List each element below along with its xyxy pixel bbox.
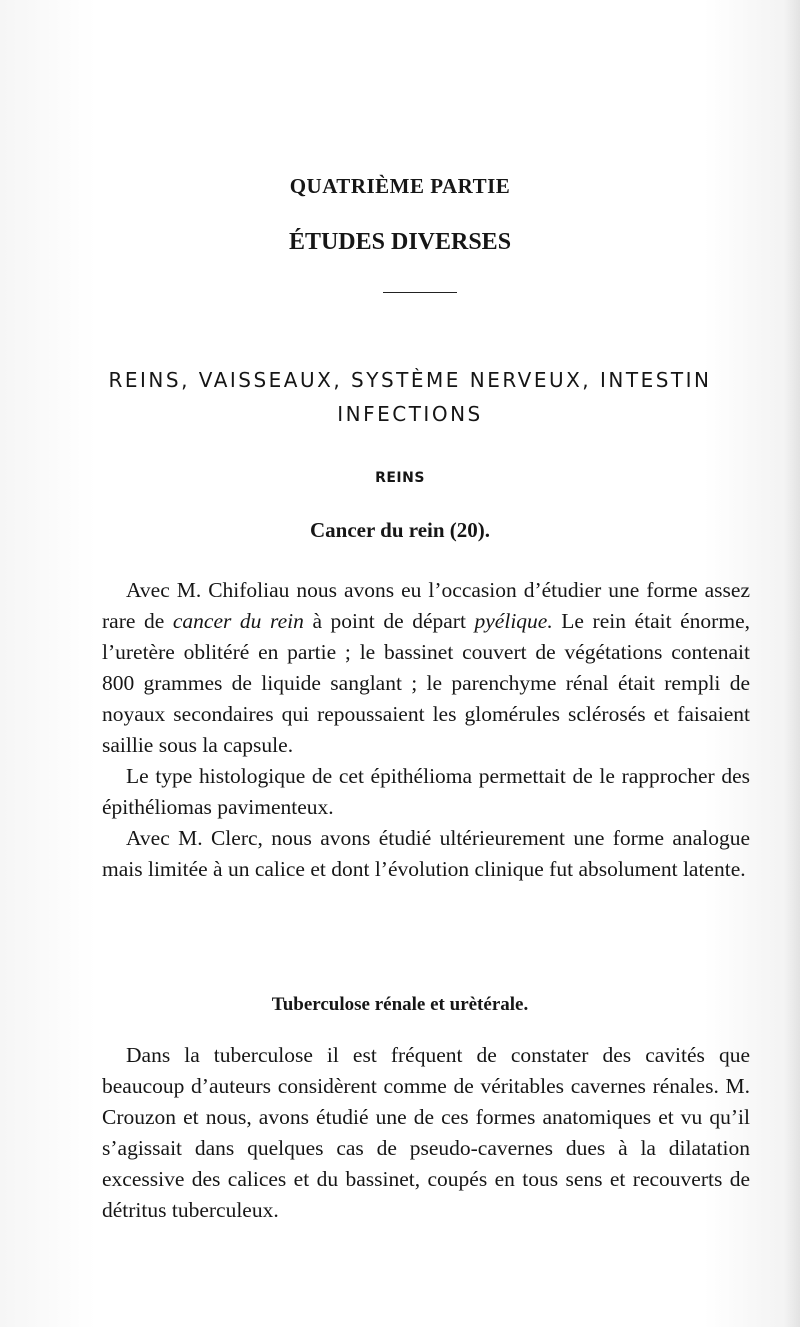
heading-cancer-du-rein: Cancer du rein (20). [309, 518, 491, 542]
heading-tuberculose-renale: Tuberculose rénale et urètérale. [271, 994, 529, 1015]
chapter-title [60, 363, 760, 431]
cancer-section-body [102, 575, 750, 885]
subsection-title: REINS [375, 470, 425, 486]
tuberculose-section-body [102, 1040, 750, 1226]
emphasis: pyélique. [474, 609, 553, 633]
paragraph: Le type histologique de cet épithélioma permettait de le rapprocher des épithéliomas pavimenteux. [102, 764, 750, 819]
paragraph: Avec M. Chifoliau nous avons eu l’occasion d’étudier une forme assez rare de cancer du rein à point de départ pyélique. Le rein était énorme, l’uretère oblitéré en partie ; le bassinet couvert de végétations contenait 800 grammes de liquide sanglant ; le parenchyme rénal était rempli de noyaux secondaires qui repoussaient les glomérules sclérosés et faisaient saillie sous la capsule. [102, 578, 750, 757]
chapter-title-line-1: REINS, VAISSEAUX, SYSTÈME NERVEUX, INTESTIN [108, 368, 712, 392]
title-divider [383, 292, 457, 293]
chapter-title-line-2: INFECTIONS [337, 402, 483, 426]
paragraph: Avec M. Clerc, nous avons étudié ultérieurement une forme analogue mais limitée à un calice et dont l’évolution clinique fut absolument latente. [102, 826, 750, 881]
part-title: QUATRIÈME PARTIE [289, 174, 511, 198]
paragraph: Dans la tuberculose il est fréquent de constater des cavités que beaucoup d’auteurs considèrent comme de véritables cavernes rénales. M. Crouzon et nous, avons étudié une de ces formes anatomiques et vu qu’il s’agissait dans quelques cas de pseudo-cavernes dues à la dilatation excessive des calices et du bassinet, coupés en tous sens et recouverts de détritus tuberculeux. [102, 1043, 750, 1222]
emphasis: cancer du rein [172, 609, 304, 633]
section-title: ÉTUDES DIVERSES [288, 229, 512, 255]
